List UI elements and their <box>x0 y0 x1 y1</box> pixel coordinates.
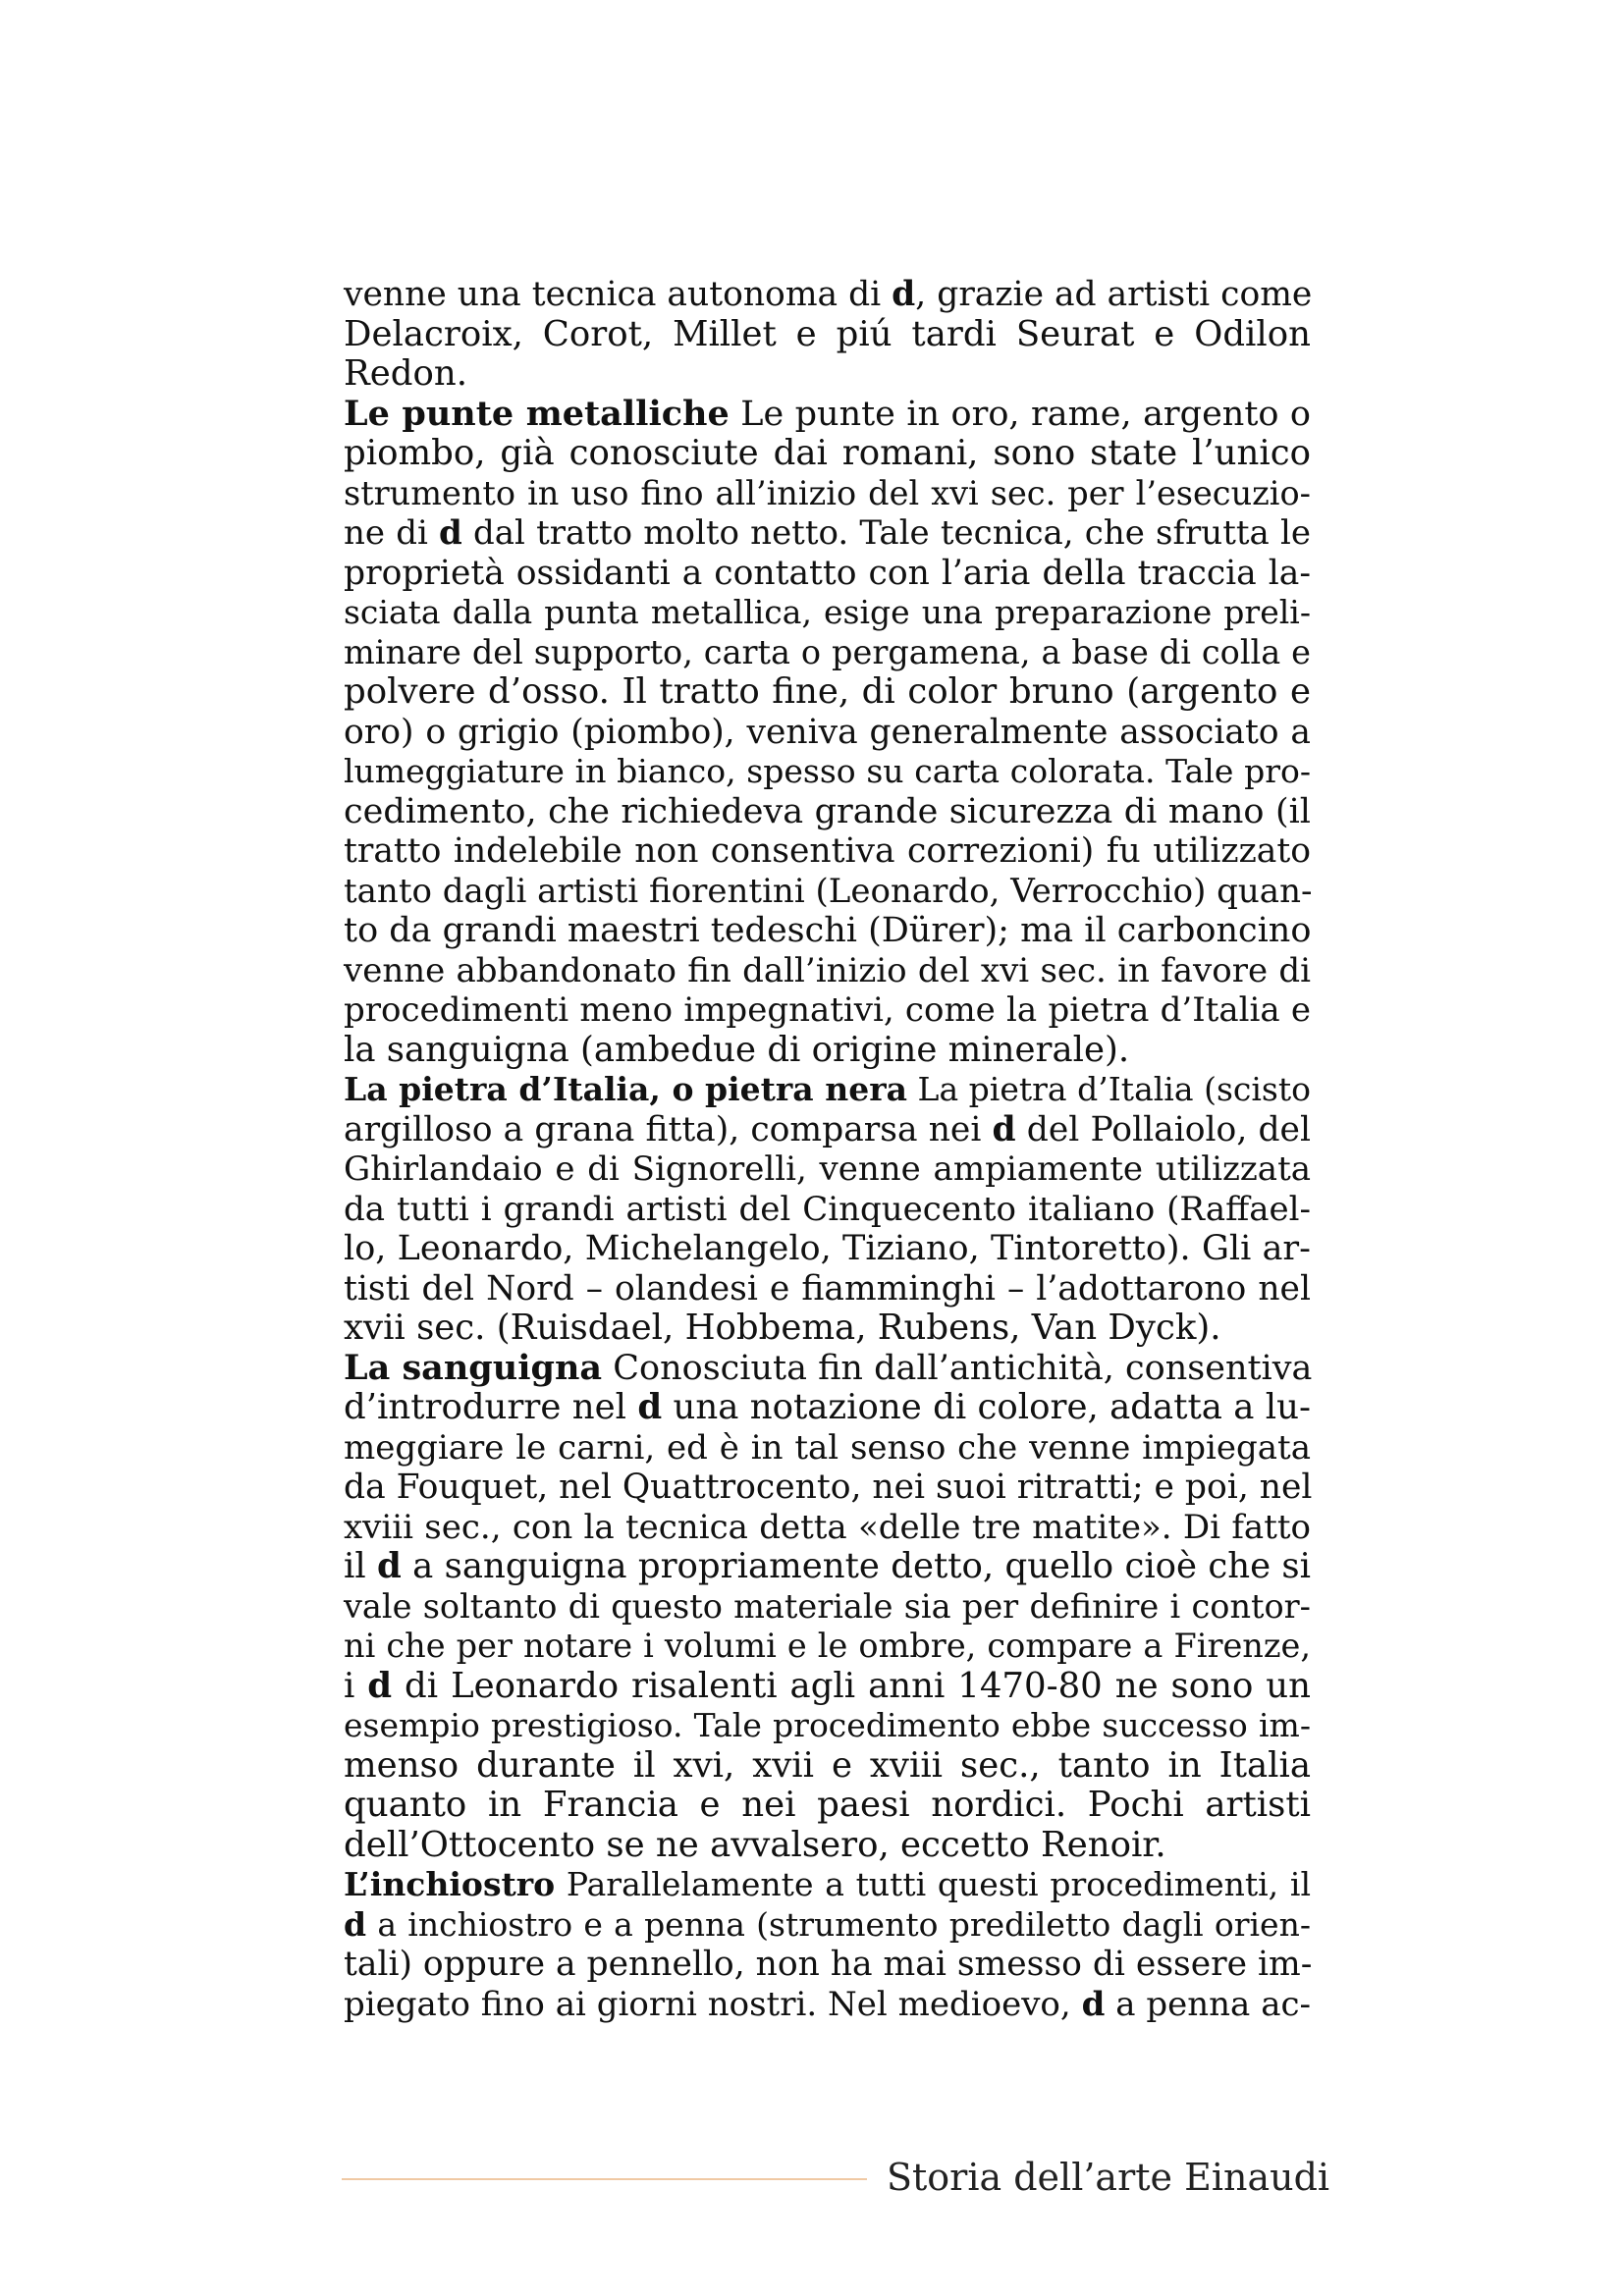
text-run: dell’Ottocento se ne avvalsero, eccetto Renoir. <box>344 1824 1166 1865</box>
text-line <box>344 1031 1311 1071</box>
text-run: a inchiostro e a penna (strumento prediletto dagli orien- <box>366 1904 1311 1944</box>
text-line <box>344 1349 1311 1389</box>
text-line <box>344 1508 1311 1548</box>
text-run: tali) oppure a pennello, non ha mai smesso di essere im- <box>344 1945 1313 1984</box>
bold-term: d <box>367 1665 393 1706</box>
text-run: Ghirlandaio e di Signorelli, venne ampiamente utilizzata <box>344 1149 1311 1189</box>
text-run: sciata dalla punta metallica, esige una preparazione preli- <box>344 593 1311 631</box>
text-line <box>344 1547 1311 1587</box>
text-run: venne abbandonato fin dall’inizio del xvi sec. in favore di <box>344 950 1311 990</box>
text-line <box>344 513 1311 554</box>
text-run: polvere d’osso. Il tratto fine, di color bruno (argento e <box>344 671 1311 712</box>
text-line <box>344 1587 1311 1628</box>
text-run: piombo, già conosciute dai romani, sono state l’unico <box>344 433 1311 473</box>
text-line <box>344 633 1311 673</box>
text-run: d’introdurre nel <box>344 1387 638 1427</box>
text-line <box>344 354 1311 395</box>
text-line <box>344 434 1311 474</box>
text-run: tratto indelebile non consentiva correzioni) fu utilizzato <box>344 831 1311 871</box>
text-run: ni che per notare i volumi e le ombre, compare a Firenze, <box>344 1627 1311 1665</box>
body-text <box>344 275 1311 2024</box>
text-run: ne di <box>344 513 440 553</box>
text-line <box>344 1865 1311 1905</box>
text-run: dal tratto molto netto. Tale tecnica, che sfrutta le <box>461 513 1311 553</box>
text-line <box>344 1905 1311 1946</box>
text-run: da tutti i grandi artisti del Cinquecento italiano (Raffael- <box>344 1189 1311 1229</box>
text-line <box>344 554 1311 594</box>
text-run: strumento in uso fino all’inizio del xvi sec. per l’esecuzio- <box>344 473 1311 512</box>
bold-term: La sanguigna <box>344 1347 603 1388</box>
footer-title: Storia dell’arte Einaudi <box>887 2156 1330 2199</box>
text-run: da Fouquet, nel Quattrocento, nei suoi ritratti; e poi, nel <box>344 1468 1313 1507</box>
text-run: di Leonardo risalenti agli anni 1470-80 ne sono un <box>392 1665 1311 1706</box>
text-line <box>344 275 1311 315</box>
text-run: tanto dagli artisti fiorentini (Leonardo, Verrocchio) quan- <box>344 871 1313 911</box>
text-line <box>344 315 1311 355</box>
text-line <box>344 792 1311 832</box>
text-line <box>344 990 1311 1031</box>
bold-term: d <box>992 1109 1016 1149</box>
text-run: meggiare le carni, ed è in tal senso che venne impiegata <box>344 1427 1311 1468</box>
text-line <box>344 1468 1311 1508</box>
footer-rule <box>342 2178 867 2180</box>
text-run: proprietà ossidanti a contatto con l’aria della traccia la- <box>344 553 1311 593</box>
bold-term: La pietra d’Italia, o pietra nera <box>344 1070 907 1108</box>
text-line <box>344 1308 1311 1349</box>
text-run: i <box>344 1665 368 1706</box>
text-run: a penna ac- <box>1105 1984 1311 2024</box>
text-run: to da grandi maestri tedeschi (Dürer); ma il carboncino <box>344 911 1312 950</box>
text-line <box>344 1667 1311 1707</box>
text-line <box>344 911 1311 951</box>
text-line <box>344 872 1311 912</box>
text-line <box>344 1826 1311 1866</box>
text-run: venne una tecnica autonoma di <box>344 275 893 314</box>
text-run: a sanguigna propriamente detto, quello cioè che si <box>401 1546 1311 1586</box>
text-line <box>344 1190 1311 1230</box>
text-run: tisti del Nord – olandesi e fiamminghi – l’adottarono nel <box>344 1268 1311 1308</box>
text-run: cedimento, che richiedeva grande sicurezza di mano (il <box>344 791 1311 831</box>
text-line <box>344 1627 1311 1667</box>
text-line <box>344 1786 1311 1826</box>
text-run: Le punte in oro, rame, argento o <box>729 394 1311 434</box>
text-run: Parallelamente a tutti questi procedimenti, il <box>555 1865 1311 1903</box>
text-line <box>344 593 1311 633</box>
text-line <box>344 1149 1311 1190</box>
text-run: la sanguigna (ambedue di origine minerale). <box>344 1029 1130 1070</box>
text-run: lumeggiature in bianco, spesso su carta colorata. Tale pro- <box>344 752 1311 790</box>
text-run: argilloso a grana fitta), comparsa nei <box>344 1109 993 1149</box>
bold-term: L’inchiostro <box>344 1865 556 1903</box>
text-line <box>344 1229 1311 1269</box>
text-line <box>344 951 1311 991</box>
text-run: una notazione di colore, adatta a lu- <box>662 1387 1311 1427</box>
text-run: lo, Leonardo, Michelangelo, Tiziano, Tintoretto). Gli ar- <box>344 1229 1311 1268</box>
text-run: Redon. <box>344 353 467 394</box>
text-line <box>344 713 1311 753</box>
text-run: Conosciuta fin dall’antichità, consentiva <box>602 1348 1313 1388</box>
text-line <box>344 752 1311 792</box>
text-line <box>344 1388 1311 1428</box>
text-line <box>344 1945 1311 1985</box>
text-line <box>344 1070 1311 1110</box>
text-run: esempio prestigioso. Tale procedimento ebbe successo im- <box>344 1706 1311 1744</box>
text-line <box>344 1985 1311 2025</box>
text-run: minare del supporto, carta o pergamena, a base di colla e <box>344 632 1311 671</box>
text-line <box>344 1269 1311 1309</box>
bold-term: d <box>892 275 916 314</box>
text-run: oro) o grigio (piombo), veniva generalmente associato a <box>344 712 1311 752</box>
text-line <box>344 474 1311 514</box>
text-line <box>344 1110 1311 1150</box>
text-run: quanto in Francia e nei paesi nordici. Pochi artisti <box>344 1785 1311 1825</box>
text-line <box>344 672 1311 713</box>
text-line <box>344 1746 1311 1787</box>
text-run: menso durante il xvi, xvii e xviii sec., tanto in Italia <box>344 1744 1311 1786</box>
text-line <box>344 831 1311 872</box>
text-line <box>344 1706 1311 1746</box>
text-run: xvii sec. (Ruisdael, Hobbema, Rubens, Van Dyck). <box>344 1308 1221 1348</box>
text-line <box>344 395 1311 435</box>
text-run: vale soltanto di questo materiale sia per definire i contor- <box>344 1586 1311 1626</box>
bold-term: d <box>637 1387 663 1427</box>
bold-term: d <box>377 1546 402 1586</box>
bold-term: d <box>1081 1984 1106 2024</box>
text-run: del Pollaiolo, del <box>1015 1109 1311 1149</box>
text-run: procedimenti meno impegnativi, come la pietra d’Italia e <box>344 990 1311 1030</box>
text-run: xviii sec., con la tecnica detta «delle tre matite». Di fatto <box>344 1507 1311 1547</box>
text-run: piegato fino ai giorni nostri. Nel medioevo, <box>344 1984 1082 2024</box>
bold-term: d <box>344 1904 367 1944</box>
text-run: , grazie ad artisti come <box>915 275 1313 314</box>
bold-term: d <box>439 513 462 553</box>
text-line <box>344 1428 1311 1468</box>
text-run: La pietra d’Italia (scisto <box>906 1070 1311 1108</box>
text-run: il <box>344 1546 378 1586</box>
bold-term: Le punte metalliche <box>344 393 730 434</box>
text-run: Delacroix, Corot, Millet e piú tardi Seurat e Odilon <box>344 313 1311 354</box>
